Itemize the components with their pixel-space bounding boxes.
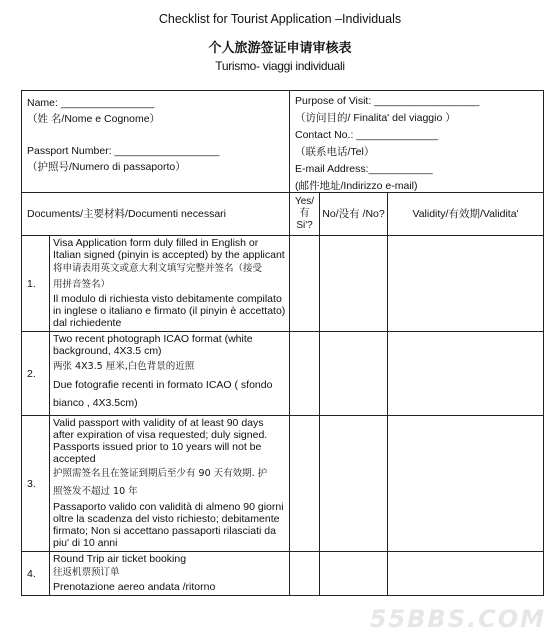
row-description: Valid passport with validity of at least 90 days after expiration of visa requested; duly signed. Passports issued prior to 10 years will not be accepted 护照需签名且在签证到期后至少有 90 天有效期. 护 照签发不超过 10 年 Passaporto valido con validità di almeno 90 giorni oltre la scadenza del visto richiesto; debitamente firmato; Non si accettano passaporti rilasciati da piu' di 10 anni <box>50 416 290 552</box>
email-field-label: (邮件地址/Indirizzo e-mail) <box>295 180 418 192</box>
applicant-identity-cell <box>22 91 290 193</box>
yes-checkbox-cell[interactable] <box>290 236 320 332</box>
row-number: 2. <box>22 332 50 416</box>
table-row <box>22 416 544 552</box>
site-watermark: 55BBS.COM <box>369 605 546 633</box>
row-number: 1. <box>22 236 50 332</box>
purpose-field-label: （访问目的/ Finalita' del viaggio ） <box>295 112 456 124</box>
no-checkbox-cell[interactable] <box>320 236 388 332</box>
yes-checkbox-cell[interactable] <box>290 332 320 416</box>
validity-cell[interactable] <box>388 332 544 416</box>
validity-cell[interactable] <box>388 236 544 332</box>
visit-contact-cell <box>290 91 544 193</box>
column-header-validity: Validity/有效期/Validita' <box>388 193 544 236</box>
row-description: Round Trip air ticket booking 往返机票预订单 Prenotazione aereo andata /ritorno <box>50 552 290 596</box>
row-number: 4. <box>22 552 50 596</box>
no-checkbox-cell[interactable] <box>320 552 388 596</box>
column-header-documents: Documents/主要材料/Documenti necessari <box>22 193 290 236</box>
contact-number-label: （联系电话/Tel） <box>295 146 375 158</box>
row-description: Two recent photograph ICAO format (white background, 4X3.5 cm) 两张 4X3.5 厘米,白色背景的近照 Due fotografie recenti in formato ICAO ( sfondo bianco , 4X3.5cm) <box>50 332 290 416</box>
no-checkbox-cell[interactable] <box>320 416 388 552</box>
yes-checkbox-cell[interactable] <box>290 416 320 552</box>
name-field-label: （姓 名/Nome e Cognome） <box>27 113 161 125</box>
email-field[interactable]: E-mail Address:___________ <box>295 163 433 175</box>
passport-number-field[interactable]: Passport Number: __________________ <box>27 145 220 157</box>
table-row <box>22 552 544 596</box>
document-title-chinese: 个人旅游签证申请审核表 <box>208 41 352 56</box>
column-header-yes: Yes/ 有 Si'? <box>290 193 320 236</box>
document-title-italian: Turismo- viaggi individuali <box>215 59 345 73</box>
passport-number-label: （护照号/Numero di passaporto） <box>27 161 186 173</box>
name-field[interactable]: Name: ________________ <box>27 97 155 109</box>
column-header-row <box>22 193 544 236</box>
applicant-info-row <box>22 91 544 193</box>
checklist-table <box>21 90 544 596</box>
purpose-field[interactable]: Purpose of Visit: __________________ <box>295 95 480 107</box>
column-header-no: No/没有 /No? <box>320 193 388 236</box>
row-number: 3. <box>22 416 50 552</box>
validity-cell[interactable] <box>388 416 544 552</box>
no-checkbox-cell[interactable] <box>320 332 388 416</box>
validity-cell[interactable] <box>388 552 544 596</box>
row-description: Visa Application form duly filled in English or Italian signed (pinyin is accepted) by the applicant 将申请表用英文或意大利文填写完整并签名（接受 用拼音签名） Il modulo di richiesta visto debitamente compilato in inglese o italiano e firmato (il pinyin è accettato) dal richiedente <box>50 236 290 332</box>
contact-number-field[interactable]: Contact No.: ______________ <box>295 129 439 141</box>
table-row <box>22 332 544 416</box>
table-row <box>22 236 544 332</box>
document-title: Checklist for Tourist Application –Individuals <box>158 12 402 26</box>
yes-checkbox-cell[interactable] <box>290 552 320 596</box>
